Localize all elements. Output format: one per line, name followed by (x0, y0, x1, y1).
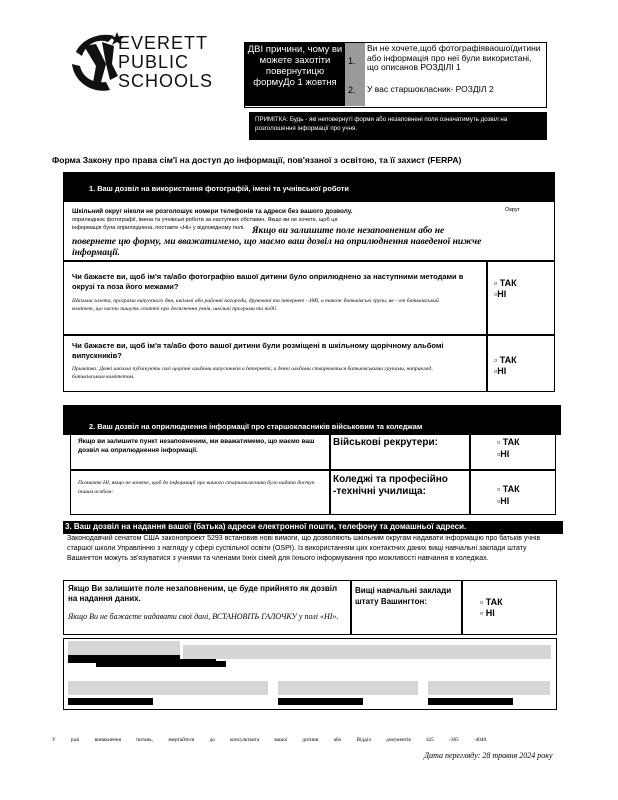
s2-college-no-label: НІ (500, 496, 510, 506)
reason-2-text: У вас старшокласник- РОЗДІЛ 2 (367, 84, 494, 94)
redacted-field (68, 698, 153, 705)
checkbox-icon[interactable]: ▫ (480, 608, 484, 618)
redacted-field (428, 698, 513, 705)
s2-military-yes-option[interactable] (497, 437, 520, 447)
s1-q1-yes-option[interactable] (494, 278, 517, 288)
section-1-divider-1 (63, 260, 555, 262)
checkbox-icon[interactable]: ▫ (494, 289, 498, 299)
s2-military-no-label: НІ (500, 449, 510, 459)
s2-college-label: Коледжі та професійно -технічні училища: (333, 474, 448, 497)
section-3-column-line-2 (461, 580, 463, 635)
redacted-field[interactable] (68, 681, 268, 695)
s2-college-yes-option[interactable] (497, 484, 520, 494)
s2-military-yes-label: ТАК (502, 437, 520, 447)
s2-college-yes-label: ТАК (502, 484, 520, 494)
redacted-field (68, 641, 180, 655)
footer-revision-date: Дата перегляду: 28 травня 2024 року (424, 751, 553, 760)
section-2-column-line-2 (469, 432, 471, 514)
s3-yes-option[interactable] (480, 597, 503, 607)
s1-intro-italic: Якщо ви залишите поле незаповненим або не повернете цю форму, ми вважатимемо, що маємо ваш дозвіл на оприлюднення наведеної нижче інформації. (72, 226, 482, 258)
checkbox-icon[interactable]: ▫ (494, 278, 498, 288)
reason-1-number: 1. (348, 56, 356, 66)
s3-no-label: НІ (485, 608, 495, 618)
s1-q2-yes-option[interactable] (494, 355, 517, 365)
checkbox-icon[interactable]: ▫ (497, 449, 501, 459)
redacted-field (216, 661, 226, 667)
s1-question-1-detail: Шкільна газета, програма випускного дня, шкільні або районні нагороди, друковані та інтернет - ЗМІ, а також батьківські групи, як - от батьківський комітет, що часто пишуть статті про досягнення учнів, шкільні програми та події. (72, 298, 439, 312)
section-1-column-line (486, 260, 488, 391)
form-title: Форма Закону про права сім'ї на доступ до інформації, пов'язаної з освітою, та її захист (FERPA) (52, 155, 462, 165)
s1-q2-yes-label: ТАК (499, 355, 517, 365)
s1-question-1: Чи бажаєте ви, щоб ім'я та/або фотографію вашої дитини було оприлюднено за наступними методами в окрузі та поза його межами? (72, 272, 464, 291)
reasons-number-column (345, 43, 365, 106)
redacted-field[interactable] (278, 681, 418, 695)
section-2-column-line-1 (329, 432, 331, 514)
redacted-field (278, 698, 363, 705)
s2-military-no-option[interactable] (497, 449, 509, 459)
s3-no-note: Якщо Ви не бажаєте надавати свої дані, ВСТАНОВІТЬ ГАЛОЧКУ у полі «НІ». (68, 612, 339, 621)
s1-intro-small-2: інформація була оприлюднена, поставте «Ні» у відповідному полі. (72, 225, 245, 231)
checkbox-icon[interactable]: ▫ (497, 496, 501, 506)
section-3-body: Законодавчий сенатом США законопроект 5293 встановив нові вимоги, що дозволяють шкільним округам надавати інформацію про батьків учнів старшої школи Управлінню з нагляду у сфері суспільної освіти (OSPI). Із використанням цих контактних даних вищі навчальні заклади штату Вашингтон можуть зв'язуватися з учнями та членами їхніх сімей для їхнього інформування про можливості навчання в коледжах. (67, 535, 541, 562)
s1-q1-yes-label: ТАК (499, 278, 517, 288)
checkbox-icon[interactable]: ▫ (497, 484, 501, 494)
logo-line-2: PUBLIC (118, 52, 190, 72)
s2-blank-note: Якщо ви залишите пункт незаповненим, ми вважатимемо, що маємо ваш дозвіл на оприлюднення інформації. (78, 438, 315, 454)
s2-military-label: Військові рекрутери: (333, 437, 438, 448)
note-box: ПРИМІТКА: Будь - які неповернуті форми або незаповнені поля означатимуть дозвіл на розголошення інформації про учня. (249, 112, 547, 140)
s1-q2-no-option[interactable] (494, 366, 506, 376)
s1-intro-small-1: оприлюднює фотографії, імена та учнівські роботи за наступних обставин. Якщо ви не хочете, щоб ця (72, 217, 338, 223)
section-1-divider-2 (63, 334, 555, 336)
s1-q1-no-option[interactable] (494, 289, 506, 299)
reasons-heading: ДВІ причини, чому ви можете захотіти повернутицю формуДо 1 жовтня (245, 43, 345, 106)
s2-college-no-option[interactable] (497, 496, 509, 506)
s1-intro-bold: Шкільний округ ніколи не розголошує номери телефонів та адреси без вашого дозволу. (72, 208, 353, 215)
redacted-field[interactable] (428, 681, 550, 695)
checkbox-icon[interactable]: ▫ (494, 366, 498, 376)
section-1-header-bar (63, 172, 555, 202)
section-3-header: 3. Ваш дозвіл на надання вашої (батька) адреси електронної пошти, телефону та домашньої адреси. (65, 522, 467, 531)
reason-1-text: Ви не хочете,щоб фотографіяваошоїдитини або інформація про неї були використані, що описанов РОЗДІЛІ 1 (367, 43, 541, 72)
checkbox-icon[interactable]: ▫ (480, 597, 484, 607)
s3-no-option[interactable] (480, 608, 495, 618)
checkbox-icon[interactable]: ▫ (494, 355, 498, 365)
section-2-header: 2. Ваш дозвіл на оприлюднення інформації про старшокласників військовим та коледжам (89, 422, 423, 431)
section-3-header-bar (63, 521, 563, 534)
s3-blank-note: Якщо Ви залишите поле незаповненим, це буде прийнято як дозвіл на надання даних. (68, 584, 338, 603)
checkbox-icon[interactable]: ▫ (497, 437, 501, 447)
redacted-field (96, 659, 216, 667)
footer-contact: У разі виникнення питань, звертайтеся до консультанта вашої дитини або Відділ документів 425 -385 -4040. (52, 737, 488, 743)
section-3-column-line-1 (350, 580, 352, 635)
s1-question-2-detail: Примітка: Деякі шкільні публікують свої щорічні альбоми випускників в Інтернеті, а деякі альбоми створюються батьківськими групами, наприклад, батьківським комітетом. (72, 366, 433, 380)
redacted-field (183, 645, 551, 659)
s3-yes-label: ТАК (485, 597, 503, 607)
s2-no-note: Позначте НІ, якщо не хочете, щоб до інформації про вашого старшокласника було надано доступ іншим особам: (78, 480, 315, 495)
s1-intro-right: Округ (505, 207, 520, 213)
reasons-box (244, 42, 547, 108)
section-2-divider (70, 469, 556, 471)
logo-line-3: SCHOOLS (118, 71, 214, 91)
s1-question-2: Чи бажаєте ви, щоб ім'я та/або фото вашої дитини були розміщені в шкільному щорічному альбомі випускників? (72, 341, 444, 360)
s1-q1-no-label: НІ (497, 289, 507, 299)
logo-line-1: EVERETT (118, 33, 209, 53)
s1-q2-no-label: НІ (497, 366, 507, 376)
section-1-header: 1. Ваш дозвіл на використання фотографій, імені та учнівської роботи (89, 184, 349, 193)
section-2-header-bar (63, 405, 561, 435)
reason-2-number: 2. (348, 85, 356, 95)
s3-higher-ed-label: Вищі навчальні заклади штату Вашингтон: (355, 586, 452, 606)
